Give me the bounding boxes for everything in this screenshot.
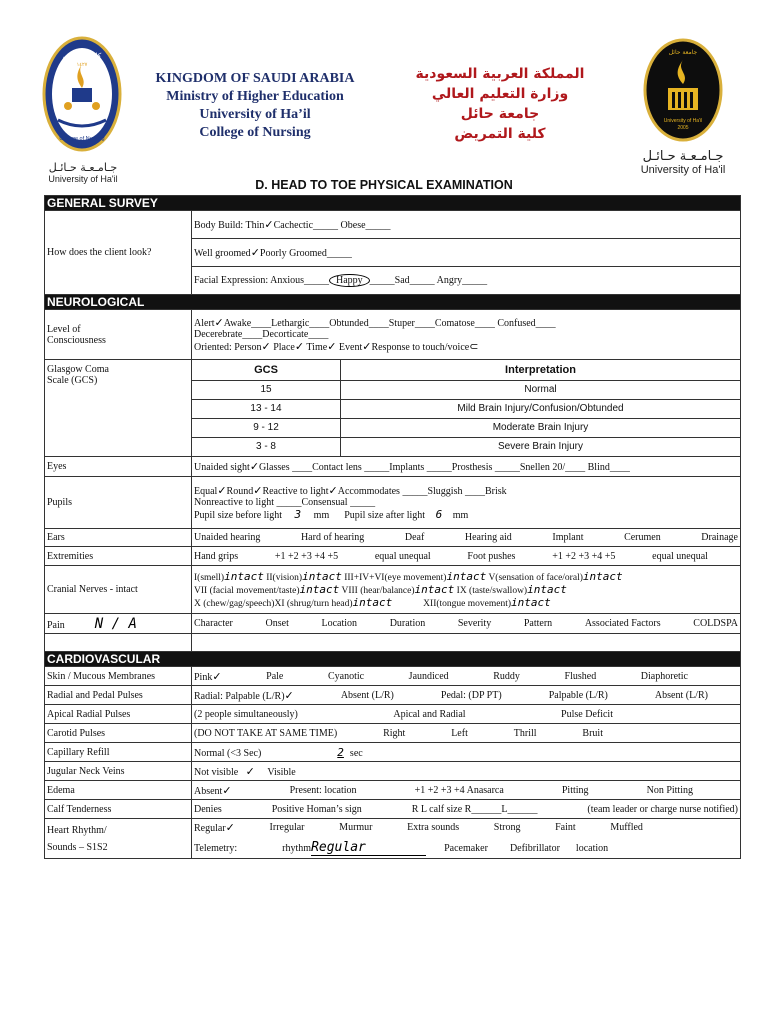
ears-option: Deaf — [404, 532, 425, 543]
skin-label: Skin / Mucous Membranes — [45, 667, 192, 686]
pain-option: Pattern — [523, 618, 553, 629]
cn-12: XII(tongue movement) — [423, 599, 512, 609]
left-logo-year-top: ١٤٢٧ — [76, 62, 88, 68]
cn-3-intact: intact — [446, 570, 487, 583]
apical-option: (2 people simultaneously) — [194, 708, 298, 720]
cap-value: 2 — [337, 745, 344, 759]
heart-option: Extra sounds — [407, 822, 460, 833]
right-logo-year: 2005 — [677, 125, 689, 131]
left-logo-arabic: كلية التمريض — [62, 52, 102, 60]
build-check-icon: ✓ — [264, 218, 274, 231]
heart-option: Muffled — [610, 822, 643, 833]
gcs-header: GCS — [192, 360, 341, 380]
pupils-nonreactive: Nonreactive to light _____Consensual _____ — [194, 497, 376, 508]
loc-alert: Alert — [194, 318, 215, 329]
nursing-emblem-icon — [38, 36, 128, 156]
cn-3: III+IV+VI(eye movement) — [344, 573, 447, 583]
section-general-survey: GENERAL SURVEY — [45, 196, 741, 211]
left-logo-year: 2011 — [76, 143, 88, 149]
cn-12-intact: intact — [511, 596, 551, 609]
regular-check-icon: ✓ — [225, 821, 235, 834]
pain-label — [45, 614, 192, 634]
apical-label: Apical Radial Pulses — [45, 705, 192, 724]
alert-check-icon: ✓ — [214, 316, 224, 329]
oriented-response: Response to touch/voice — [371, 342, 470, 353]
skin-option: Jaundiced — [408, 670, 449, 682]
ears-option: Hearing aid — [464, 532, 512, 543]
edema-label: Edema — [45, 781, 192, 800]
calf-option: Denies — [194, 803, 222, 815]
cn-2-intact: intact — [302, 570, 342, 583]
cn-5: V(sensation of face/oral) — [488, 573, 583, 583]
jug-not-visible: Not visible — [194, 766, 239, 778]
pain-option: Onset — [265, 618, 289, 629]
extremities-row[interactable] — [192, 547, 741, 566]
cn-11-intact: intact — [352, 596, 393, 609]
grooming-row[interactable] — [192, 239, 741, 267]
edema-option: Non Pitting — [646, 784, 693, 796]
cap-sec: sec — [349, 747, 363, 759]
pain-blank-row[interactable] — [192, 634, 741, 652]
gcs-interp: Mild Brain Injury/Confusion/Obtunded — [341, 399, 741, 418]
eyes-options: Glasses ____Contact lens _____Implants _____Prosthesis _____Snellen 20/____ Blind____ — [259, 462, 630, 473]
edema-option: +1 +2 +3 +4 Anasarca — [414, 784, 504, 796]
eyes-check-icon: ✓ — [249, 460, 260, 473]
university-emblem-icon — [628, 38, 738, 144]
place-check-icon: ✓ — [294, 340, 305, 353]
radial-row[interactable] — [192, 686, 741, 705]
absent-check-icon: ✓ — [222, 783, 232, 797]
ext-option: equal unequal — [652, 550, 708, 562]
radial-option: Pedal: (DP PT) — [440, 689, 502, 701]
rhythm-label: rhythm — [282, 843, 312, 854]
cap-normal: Normal (<3 Sec) — [194, 747, 262, 759]
gcs-row — [192, 437, 740, 456]
skin-option: Pink — [194, 671, 213, 683]
ext-option: +1 +2 +3 +4 +5 — [274, 550, 339, 562]
header-ar-university: جامعة حائل — [460, 106, 540, 122]
left-logo-name: College of Nursing — [59, 136, 105, 142]
header-ar-ministry: وزارة التعليم العالي — [431, 86, 569, 102]
loc-cell[interactable] — [192, 310, 741, 360]
telemetry-label: Telemetry: — [194, 843, 238, 854]
apical-row[interactable] — [192, 705, 741, 724]
person-check-icon: ✓ — [261, 340, 271, 353]
reactive-check-icon: ✓ — [328, 484, 338, 497]
gcs-label — [45, 360, 192, 457]
pupils-round: Round — [226, 486, 254, 497]
skin-option: Cyanotic — [327, 670, 365, 682]
cap-refill-label: Capillary Refill — [45, 743, 192, 762]
pain-option: Duration — [389, 618, 426, 629]
gcs-row — [192, 418, 740, 437]
facial-options: _____Sad_____ Angry_____ — [369, 275, 488, 286]
round-check-icon: ✓ — [253, 484, 263, 497]
ears-row[interactable] — [192, 529, 741, 547]
gcs-score: 9 - 12 — [192, 418, 341, 437]
cn-5-intact: intact — [582, 570, 623, 583]
left-uni-english: University of Ha'il — [48, 174, 118, 184]
cranial-nerves-label: Cranial Nerves - intact — [45, 566, 192, 614]
heart-label — [45, 819, 192, 859]
cn-2: II(vision) — [266, 573, 303, 583]
header-english — [130, 70, 380, 142]
well-groomed-label: Well groomed — [194, 248, 251, 259]
header-ar-college: كلية التمريض — [454, 126, 546, 142]
header-arabic — [410, 64, 590, 144]
ears-option: Hard of hearing — [300, 532, 365, 543]
heart-label-1: Heart Rhythm/ — [47, 824, 107, 836]
eyes-row[interactable] — [192, 457, 741, 477]
jugular-label: Jugular Neck Veins — [45, 762, 192, 781]
defibrillator-label: Defibrillator — [509, 843, 560, 854]
gcs-score: 15 — [192, 380, 341, 399]
calf-option: Positive Homan’s sign — [271, 803, 362, 815]
pupil-after-unit: mm — [452, 510, 469, 521]
left-uni-arabic: جـامـعـة حـائـل — [48, 161, 118, 174]
jugular-row[interactable] — [192, 762, 741, 781]
ears-option: Unaided hearing — [194, 532, 261, 543]
general-look-label: How does the client look? — [45, 211, 192, 295]
pupils-accommodates: Accommodates _____Sluggish ____Brisk — [337, 486, 507, 497]
gcs-table — [192, 360, 740, 456]
cranial-nerves-cell[interactable] — [192, 566, 741, 614]
header-ar-kingdom: المملكة العربية السعودية — [415, 66, 585, 82]
skin-option: Diaphoretic — [640, 670, 688, 682]
pain-blank-label — [45, 634, 192, 652]
section-neurological: NEUROLOGICAL — [45, 295, 741, 310]
event-check-icon: ✓ — [362, 340, 372, 353]
heart-label-2: Sounds – S1S2 — [47, 841, 108, 853]
gcs-label-1: Glasgow Coma — [47, 364, 109, 375]
page-title: D. HEAD TO TOE PHYSICAL EXAMINATION — [255, 178, 513, 192]
facial-happy-circled: Happy — [329, 274, 370, 287]
header-college: College of Nursing — [199, 125, 311, 140]
oriented-place: Place — [273, 342, 295, 353]
college-of-nursing-logo — [38, 36, 128, 184]
ext-option: Foot pushes — [467, 550, 516, 562]
pupils-reactive: Reactive to light — [262, 486, 329, 497]
gcs-row — [192, 380, 740, 399]
cn-9-intact: intact — [527, 583, 567, 596]
pupils-label: Pupils — [45, 477, 192, 529]
equal-check-icon: ✓ — [217, 484, 227, 497]
ears-option: Cerumen — [624, 532, 661, 543]
rhythm-value: Regular — [311, 840, 426, 856]
right-uni-english: University of Ha'il — [640, 164, 726, 176]
interpretation-header: Interpretation — [341, 360, 741, 380]
carotid-option: (DO NOT TAKE AT SAME TIME) — [194, 727, 338, 739]
radial-label: Radial and Pedal Pulses — [45, 686, 192, 705]
cn-8-intact: intact — [414, 583, 455, 596]
carotid-option: Right — [383, 727, 406, 739]
body-build-options: Cachectic_____ Obese_____ — [273, 220, 391, 231]
time-check-icon: ✓ — [327, 340, 337, 353]
ext-option: equal unequal — [374, 550, 431, 562]
cap-refill-row[interactable] — [192, 743, 741, 762]
carotid-option: Bruit — [582, 727, 603, 739]
edema-option: Pitting — [561, 784, 589, 796]
cn-1-intact: intact — [224, 570, 264, 583]
extremities-label: Extremities — [45, 547, 192, 566]
cn-1: I(smell) — [194, 573, 225, 583]
heart-option: Murmur — [339, 822, 373, 833]
cn-10: X (chew/gag/speech) — [194, 599, 275, 609]
skin-option: Ruddy — [493, 670, 520, 682]
pain-option: Character — [194, 618, 233, 629]
groomed-check-icon: ✓ — [250, 246, 260, 259]
loc-decerebrate: Decerebrate____Decorticate____ — [194, 329, 329, 340]
location-label: location — [575, 843, 609, 854]
radial-option: Absent (L/R) — [340, 689, 394, 701]
calf-option: (team leader or charge nurse notified) — [587, 803, 738, 815]
header-kingdom: KINGDOM OF SAUDI ARABIA — [155, 71, 355, 86]
pain-option: Location — [321, 618, 358, 629]
radial-check-icon: ✓ — [284, 688, 294, 702]
ext-option: Hand grips — [194, 550, 239, 562]
pain-option: COLDSPA — [693, 618, 738, 629]
ears-option: Implant — [552, 532, 584, 543]
gcs-score: 3 - 8 — [192, 437, 341, 456]
gcs-table-cell — [192, 360, 741, 457]
edema-option: Present: location — [289, 784, 357, 796]
oriented-event: Event — [338, 342, 363, 353]
ext-option: +1 +2 +3 +4 +5 — [552, 550, 616, 562]
right-logo-name: University of Ha'il — [663, 118, 703, 124]
section-cardiovascular: CARDIOVASCULAR — [45, 652, 741, 667]
pupil-before-value: 3 — [294, 508, 302, 521]
radial-option: Palpable (L/R) — [548, 689, 608, 701]
jug-check-icon: ✓ — [245, 764, 255, 778]
oriented-person: Oriented: Person — [194, 342, 262, 353]
facial-label: Facial Expression: Anxious_____ — [194, 275, 329, 286]
loc-label-1: Level of — [47, 323, 81, 335]
pupil-before-unit: mm — [313, 510, 330, 521]
heart-option: Strong — [493, 822, 521, 833]
pupil-after-value: 6 — [435, 508, 443, 521]
exam-form — [44, 195, 741, 859]
carotid-row[interactable] — [192, 724, 741, 743]
pink-check-icon: ✓ — [212, 669, 222, 683]
pupils-cell[interactable] — [192, 477, 741, 529]
calf-row[interactable] — [192, 800, 741, 819]
skin-option: Flushed — [564, 670, 597, 682]
radial-option: Absent (L/R) — [654, 689, 708, 701]
cn-9: IX (taste/swallow) — [456, 586, 528, 596]
loc-options: Awake____Lethargic____Obtunded____Stuper____Comatose____ Confused____ — [223, 318, 556, 329]
heart-option: Irregular — [269, 822, 305, 833]
ears-option: Drainage — [701, 532, 738, 543]
edema-option: Absent — [194, 785, 223, 797]
pacemaker-label: Pacemaker — [444, 843, 488, 854]
gcs-interp: Moderate Brain Injury — [341, 418, 741, 437]
gcs-interp: Severe Brain Injury — [341, 437, 741, 456]
pupil-before-label: Pupil size before light — [194, 510, 283, 521]
cn-7: VII (facial movement/taste) — [194, 586, 300, 596]
pupils-equal: Equal — [194, 486, 218, 497]
gcs-row — [192, 399, 740, 418]
carotid-option: Left — [451, 727, 468, 739]
carotid-option: Thrill — [513, 727, 537, 739]
cn-11: XI (shrug/turn head) — [274, 599, 353, 609]
heart-cell[interactable] — [192, 819, 741, 859]
eyes-unaided: Unaided sight — [194, 462, 250, 473]
heart-option: Regular — [194, 823, 226, 834]
carotid-label: Carotid Pulses — [45, 724, 192, 743]
gcs-label-2: Scale (GCS) — [47, 375, 98, 386]
loc-label-2: Consciousness — [47, 334, 106, 346]
facial-expression-row[interactable] — [192, 267, 741, 295]
calf-option: R L calf size R______L______ — [411, 803, 538, 815]
gcs-score: 13 - 14 — [192, 399, 341, 418]
gcs-interp: Normal — [341, 380, 741, 399]
apical-option: Pulse Deficit — [561, 708, 613, 720]
calf-label: Calf Tenderness — [45, 800, 192, 819]
pain-row[interactable] — [192, 614, 741, 634]
loc-label — [45, 310, 192, 360]
jug-visible: Visible — [267, 766, 296, 778]
skin-option: Pale — [266, 670, 284, 682]
header-ministry: Ministry of Higher Education — [166, 89, 344, 104]
poorly-groomed-label: Poorly Groomed_____ — [259, 248, 352, 259]
oriented-time: Time — [306, 342, 328, 353]
university-of-hail-logo — [628, 38, 738, 178]
response-mark-icon: ⊂ — [469, 340, 479, 353]
header-university: University of Ha’il — [199, 107, 311, 122]
body-build-row[interactable] — [192, 211, 741, 239]
skin-row[interactable] — [192, 667, 741, 686]
pain-label-text: Pain — [47, 619, 65, 631]
cn-8: VIII (hear/balance) — [341, 586, 415, 596]
right-uni-arabic: جـامـعـة حـائـل — [642, 149, 724, 164]
pupil-after-label: Pupil size after light — [344, 510, 426, 521]
body-build-label: Body Build: Thin — [194, 220, 265, 231]
cn-7-intact: intact — [299, 583, 340, 596]
heart-option: Faint — [555, 822, 576, 833]
right-logo-arabic: جامعة حائل — [668, 49, 698, 56]
edema-row[interactable] — [192, 781, 741, 800]
eyes-label: Eyes — [45, 457, 192, 477]
pain-option: Severity — [457, 618, 492, 629]
ears-label: Ears — [45, 529, 192, 547]
pain-option: Associated Factors — [584, 618, 661, 629]
pain-value: N / A — [94, 615, 137, 632]
radial-option: Radial: Palpable (L/R) — [194, 690, 285, 702]
apical-option: Apical and Radial — [393, 708, 466, 720]
